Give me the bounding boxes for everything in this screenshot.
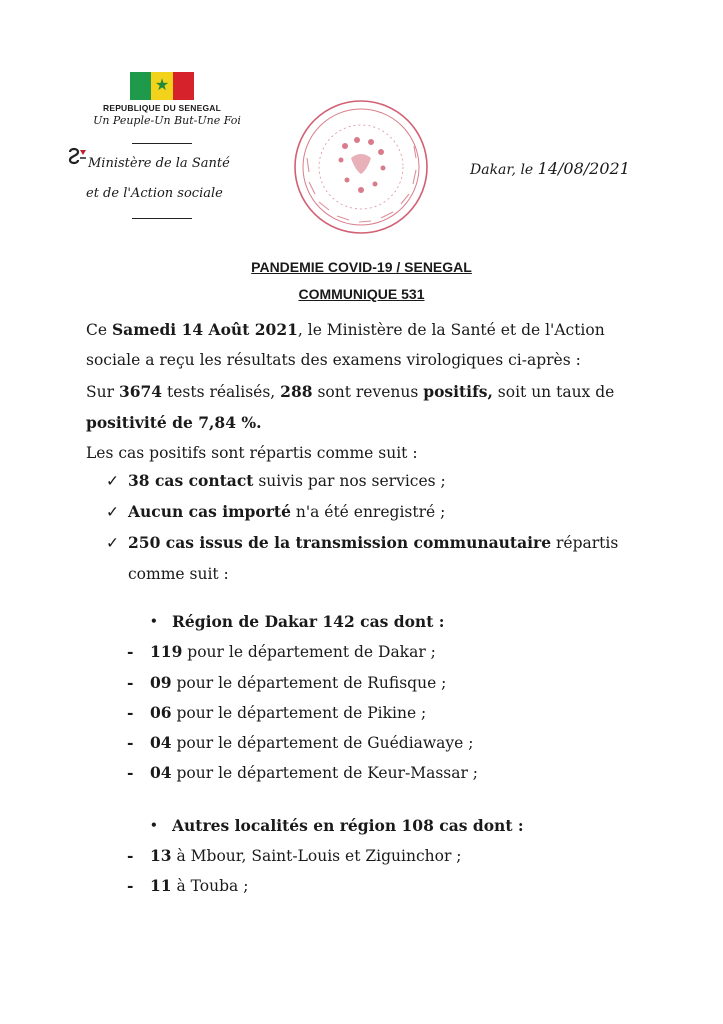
check-icon: ✓: [106, 472, 119, 490]
national-motto: Un Peuple-Un But-Une Foi: [93, 114, 241, 127]
date-prefix: Dakar, le: [470, 162, 534, 178]
list-item: - 04 pour le département de Guédiawaye ;: [127, 733, 474, 752]
communique-number: COMMUNIQUE 531: [298, 286, 425, 302]
senegal-flag-icon: [130, 72, 194, 100]
intro-line-3: Sur 3674 tests réalisés, 288 sont revenus positifs, soit un taux de: [86, 382, 615, 401]
bullet-icon: •: [150, 614, 158, 628]
divider: [132, 143, 192, 144]
ministry-name-line2: et de l'Action sociale: [86, 186, 223, 201]
intro-line-4: positivité de 7,84 %.: [86, 413, 262, 432]
check-icon: ✓: [106, 503, 119, 521]
list-item-continuation: comme suit :: [128, 565, 229, 583]
star-icon: ★: [154, 75, 170, 94]
ministry-logo-icon: [66, 146, 88, 168]
ministry-name-line1: Ministère de la Santé: [88, 156, 230, 171]
list-item: - 13 à Mbour, Saint-Louis et Ziguinchor ;: [127, 846, 462, 865]
official-stamp: [285, 98, 437, 236]
list-item: ✓ Aucun cas importé n'a été enregistré ;: [106, 497, 445, 527]
list-item: - 11 à Touba ;: [127, 876, 249, 895]
divider: [132, 218, 192, 219]
bullet-icon: •: [150, 818, 158, 832]
intro-line-1: Ce Samedi 14 Août 2021, le Ministère de la Santé et de l'Action: [86, 320, 605, 339]
date-value: 14/08/2021: [537, 159, 630, 178]
list-item: ✓ 38 cas contact suivis par nos services ;: [106, 466, 446, 496]
intro-line-2: sociale a reçu les résultats des examens virologiques ci-après :: [86, 351, 581, 369]
intro-line-5: Les cas positifs sont répartis comme suit :: [86, 444, 418, 462]
date-line: [470, 159, 630, 178]
list-item: - 09 pour le département de Rufisque ;: [127, 673, 447, 692]
check-icon: ✓: [106, 534, 119, 552]
country-name: REPUBLIQUE DU SENEGAL: [102, 103, 222, 113]
list-item: - 119 pour le département de Dakar ;: [127, 642, 436, 661]
region-heading-autres: • Autres localités en région 108 cas dont :: [150, 810, 524, 841]
list-item: - 04 pour le département de Keur-Massar ;: [127, 763, 479, 782]
region-heading-dakar: • Région de Dakar 142 cas dont :: [150, 606, 444, 637]
list-item: - 06 pour le département de Pikine ;: [127, 703, 427, 722]
document-title: PANDEMIE COVID-19 / SENEGAL: [251, 259, 472, 275]
list-item: ✓ 250 cas issus de la transmission communautaire répartis: [106, 528, 618, 558]
